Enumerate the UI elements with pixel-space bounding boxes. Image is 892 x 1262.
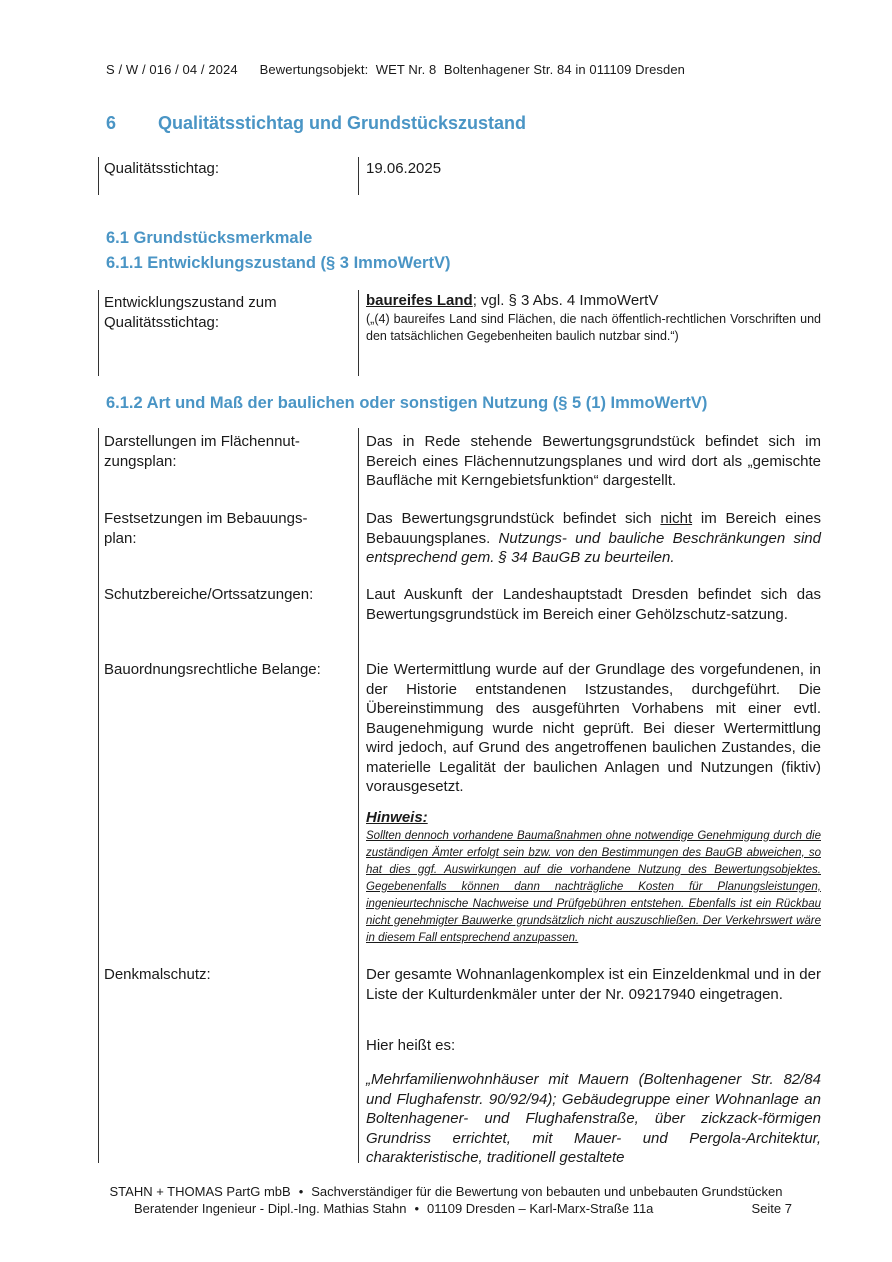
stichtag-label: Qualitätsstichtag:	[104, 160, 220, 177]
entwicklung-label: Entwicklungszustand zum Qualitätsstichtag:	[104, 294, 277, 331]
subsection-heading: 6.1 Grundstücksmerkmale	[106, 229, 313, 247]
document-reference: S / W / 016 / 04 / 2024	[106, 62, 238, 77]
row-label: Festsetzungen im Bebauungs-plan:	[104, 510, 308, 547]
row-text: Der gesamte Wohnanlagenkomplex ist ein Einzeldenkmal und in der Liste der Kulturdenkmäler unter der Nr. 09217940 eingetragen.	[366, 966, 821, 1003]
divider	[358, 157, 359, 195]
footer-line-1: STAHN + THOMAS PartG mbB • Sachverständiger für die Bewertung von bebauten und unbebauten Grundstücken	[109, 1184, 783, 1199]
divider	[98, 428, 99, 1163]
row-text: Das Bewertungsgrundstück befindet sich nicht im Bereich eines Bebauungsplanes. Nutzungs- und bauliche Beschränkungen sind entsprechend gem. § 34 BauGB zu beurteilen.	[366, 510, 821, 566]
header-label: Bewertungsobjekt:	[259, 62, 369, 77]
subsection-heading: 6.1.2 Art und Maß der baulichen oder sonstigen Nutzung (§ 5 (1) ImmoWertV)	[106, 394, 708, 412]
denkmal-quote: „Mehrfamilienwohnhäuser mit Mauern (Boltenhagener Str. 82/84 und Flughafenstr. 90/92/94); Gebäudegruppe einer Wohnanlage an Boltenhagener- und Flughafenstraße, über zickzack-förmigen Grundriss errichtet, mit Mauer- und Pergola-Architektur, charakteristische, traditionell gestaltete	[366, 1071, 821, 1166]
row-text: Das in Rede stehende Bewertungsgrundstück befindet sich im Bereich eines Flächennutzungsplanes und wird dort als „gemischte Baufläche mit Kerngebietsfunktion“ dargestellt.	[366, 433, 821, 489]
row-text: Laut Auskunft der Landeshauptstadt Dresden befindet sich das Bewertungsgrundstück im Bereich einer Gehölzschutz-satzung.	[366, 586, 821, 623]
page-number: Seite 7	[751, 1201, 792, 1216]
bullet-icon: •	[414, 1201, 419, 1216]
row-text: Die Wertermittlung wurde auf der Grundlage des vorgefundenen, in der Historie entstandenen Istzustandes, durchgeführt. Die Übereinstimmung des ausgeführten Vorhabens mit einer evtl. Baugenehmigung wurde nicht geprüft. Bei dieser Wertermittlung wird jedoch, auf Grund des angetroffenen baulichen Zustandes, die materielle Legalität der baulichen Anlagen und Nutzungen (fiktiv) vorausgesetzt.	[366, 661, 821, 795]
header-object: WET Nr. 8	[375, 62, 437, 77]
header-address: Boltenhagener Str. 84 in 011109 Dresden	[443, 62, 686, 77]
hinweis-text: Sollten dennoch vorhandene Baumaßnahmen ohne notwendige Genehmigung durch die zuständigen Ämter erfolgt sein bzw. von den Bestimmungen des BauGB abweichen, so hat dies ggf. Auswirkungen auf die vorhandene Nutzung des Bewertungsobjektes. Gegebenenfalls können dann nachträgliche Kosten für Planungsleistungen, ingenieurtechnische Nachweise und Prüfgebühren entstehen. Ebenfalls ist ein Rückbau nicht genehmigter Bauwerke grundsätzlich nicht auszuschließen. Der Verkehrswert wäre in diesem Fall entsprechend anzupassen.	[366, 829, 821, 944]
page-header	[106, 62, 685, 77]
row-label: Bauordnungsrechtliche Belange:	[104, 661, 321, 678]
entwicklung-value: baureifes Land; vgl. § 3 Abs. 4 ImmoWertV („(4) baureifes Land sind Flächen, die nach öffentlich-rechtlichen Vorschriften und den tatsächlichen Gegebenheiten baulich nutzbar sind.“)	[366, 292, 821, 343]
hinweis-title: Hinweis:	[366, 809, 428, 826]
row-text-2: Hier heißt es:	[366, 1037, 456, 1054]
entwicklung-note: („(4) baureifes Land sind Flächen, die nach öffentlich-rechtlichen Vorschriften und den tatsächlichen Gegebenheiten baulich nutzbar sind.“)	[366, 311, 821, 343]
stichtag-value: 19.06.2025	[366, 160, 442, 177]
section-heading: 6 Qualitätsstichtag und Grundstückszustand	[106, 113, 527, 133]
subsection-heading: 6.1.1 Entwicklungszustand (§ 3 ImmoWertV)	[106, 254, 451, 272]
hinweis-box	[366, 808, 821, 947]
divider	[98, 157, 99, 195]
row-label: Schutzbereiche/Ortssatzungen:	[104, 586, 314, 603]
footer-line-2: Beratender Ingenieur - Dipl.-Ing. Mathias Stahn • 01109 Dresden – Karl-Marx-Straße 11a Seite 7	[134, 1201, 792, 1216]
divider	[98, 290, 99, 376]
row-label: Denkmalschutz:	[104, 966, 211, 983]
divider	[358, 290, 359, 376]
bullet-icon: •	[298, 1184, 304, 1199]
divider	[358, 428, 359, 1163]
row-label: Darstellungen im Flächennut-zungsplan:	[104, 433, 300, 470]
